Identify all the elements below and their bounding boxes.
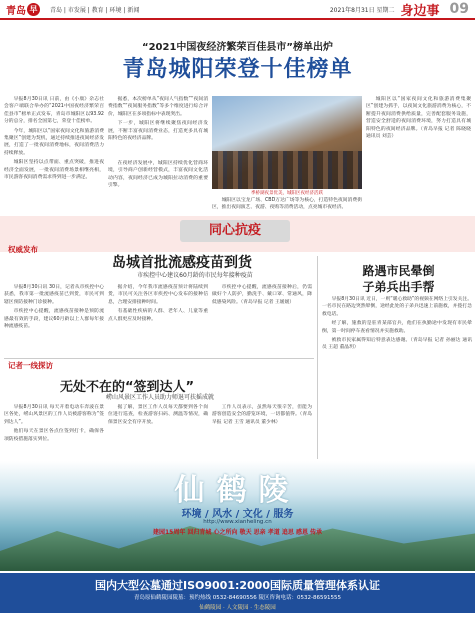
paragraph: 下一步，城阳区将继续聚焦夜间经济发展，不断丰富夜间消费业态，打造更多具有城阳特色的夜经济品牌。 (108, 121, 208, 142)
paragraph: 市疾控中心提醒，流感疫苗接种是预防流感最有效的手段，建议60月龄以上人群每年接种流感疫苗。 (4, 309, 104, 330)
section-banner (0, 216, 475, 252)
lead-column-1 (4, 96, 104, 212)
vaccine-headline: 岛城首批流感疫苗到货 (112, 255, 252, 271)
vaccine-deck: 市疾控中心建议60月龄的市民每年接种疫苗 (137, 272, 253, 279)
ad-title: 仙鹤陵 (174, 473, 301, 508)
rescue-column (322, 296, 472, 459)
paragraph: 他们每天在景区各点位签到打卡，确保各项防疫措施落实到位。 (4, 429, 104, 442)
paragraph: 有基础性疾病的人群、老年人、儿童等重点人群更应及时接种。 (108, 309, 208, 322)
rescue-headline: 路遇市民晕倒 (362, 264, 435, 278)
lead-kicker: “2021中国夜经济繁荣百佳县市”榜单出炉 (142, 42, 333, 53)
photo-caption: 季桥湖夜景优美，城阳区夜经济活跃 (251, 191, 323, 196)
lead-photo (212, 96, 362, 189)
exam-column-1 (4, 404, 104, 459)
page-number: 09 (449, 1, 469, 17)
paragraph: 城阳区坚持以点带面、重点突破，推进夜经济全面发展，一批夜间消费场景相继亮相，市民游客夜间消费需求得到进一步满足。 (4, 160, 104, 181)
iso-banner (0, 573, 475, 613)
logo-badge: 早 (27, 3, 40, 16)
exam-headline: 无处不在的“签到达人” (60, 380, 195, 395)
exam-deck: 崂山风景区工作人员助力师退可扶摇成就 (105, 394, 214, 401)
paragraph: 工作人员表示，虽然每天很辛苦，但能为游客创造安全的游览环境，一切都值得。（青岛早报 记者 王雪 通讯员 董少林） (212, 405, 312, 425)
section-label-authority: 权威发布 (8, 245, 38, 254)
crowd-illustration (212, 151, 362, 189)
iso-footer: 仙鹤陵园 · 人文陵园 · 生态陵园 (199, 605, 276, 611)
issue-date: 2021年8月31日 星期二 (329, 6, 395, 14)
paper-logo (6, 2, 40, 17)
ad-slogan: 建园15周年 回归青城 心之所向 敬天 思亲 孝道 追思 感恩 传承 (152, 529, 323, 536)
section-label-field: 记者一线探访 (8, 361, 53, 370)
cemetery-ad (0, 461, 475, 571)
ad-tagline: 环境 / 风水 / 文化 / 服务 (181, 509, 294, 520)
exam-column-2 (108, 404, 208, 459)
iso-title: 国内大型公墓通过ISO9001:2000国际质量管理体系认证 (95, 579, 380, 592)
section-nav: 青岛 | 市发展 | 教育 | 环境 | 新闻 (50, 6, 140, 14)
paragraph: 市疾控中心提醒，流感疫苗接种后，仍需做好个人防护，勤洗手、戴口罩、常通风，降低感染风险。（青岛早报 记者 王媛媛） (212, 285, 312, 305)
paragraph: 被救市民家属得知后特意表达感谢。（青岛早报 记者 孙丽达 通讯员 王超 董晶玥） (322, 338, 472, 351)
lead-column-4 (212, 197, 362, 213)
iso-contact: 青岛原仙鹤陵园陵墓：预约热线 0532-84690556 陵区咨询电话：0532-86591555 (134, 595, 341, 601)
lead-column-3 (108, 160, 208, 212)
vaccine-column-1 (4, 284, 104, 356)
paragraph: 城阳区以宝龙广场、CBD万达广场等为核心，打造特色夜间消费街区，推出夜间演艺、夜游、夜购等消费活动，点亮城市夜经济。 (212, 198, 362, 211)
paragraph: 早报8月30日讯 30日，记者从市疾控中心获悉，我市第一批流感疫苗已到货，市民可到辖区预防接种门诊接种。 (4, 285, 104, 305)
paragraph: 城阳区以“国家夜间文化和旅游消费集聚区”创建为抓手，以夜间文化旅游消费为核心，不断提升夜间消费供给质量，完善配套服务设施，营造安全舒适的夜间消费环境，努力打造具有城阳特色的夜间经济品牌。（青岛早报 记者 陈晓晓 通讯员 刘芸） (366, 97, 471, 140)
paragraph: 据悉，本次榜单从“夜间人气指数”“夜间消费指数”“夜间服务指数”等多个维度进行综合评价，城阳区在多项指标中表现突出。 (108, 97, 208, 117)
vaccine-column-3 (212, 284, 312, 356)
exam-column-3 (212, 404, 312, 459)
column-divider (317, 256, 318, 459)
section-title: 同心抗疫 (180, 220, 290, 242)
logo-text: 青岛 (6, 5, 26, 17)
lead-headline: 青岛城阳荣登十佳榜单 (122, 57, 353, 82)
ad-url: http://www.xianheling.cn (203, 519, 272, 525)
header-rule (0, 18, 475, 20)
paragraph: 据了解，景区工作人员每天都要到各个岗位进行巡查，检查游客扫码、测温等情况，确保景区安全有序开放。 (108, 405, 208, 425)
paragraph: 在夜经济发展中，城阳区持续优化营商环境，引导商户创新经营模式，丰富夜间文化活动内容，夜间经济已成为城阳拉动消费的重要引擎。 (108, 161, 208, 189)
paragraph: 今年，城阳区以“国家夜间文化和旅游消费集聚区”创建为契机，通过持续推进夜间经济发展，打造了一批夜间消费地标，夜间消费活力持续释放。 (4, 128, 104, 156)
lead-column-5 (366, 96, 471, 212)
paragraph: 早报8月30日讯 每天开着电动车奔波在景区各处，崂山风景区的工作人员被游客称为“签到达人”。 (4, 405, 104, 425)
page-header (0, 0, 475, 18)
rescue-headline-line2: 子弟兵出手帮 (362, 280, 435, 294)
paragraph: 经了解，施救的是驻青某部官兵，他们在执勤途中发现有市民晕倒，第一时间停车查看情况并实施救助。 (322, 321, 472, 334)
paragraph: 据介绍，今年我市流感疫苗预计将陆续到货，市民可关注各区市疾控中心发布的接种信息，合理安排接种时间。 (108, 285, 208, 305)
vaccine-column-2 (108, 284, 208, 356)
page-section-title: 身边事 (400, 3, 440, 19)
paragraph: 早报8月30日讯 日前，由《小康》杂志社会客户端联合举办的“2021中国夜经济繁荣百佳县市”榜单正式发布，青岛市城阳区以93.92分的总分，排名全国第七，荣登十佳榜单。 (4, 97, 104, 125)
divider (4, 358, 314, 359)
paragraph: 早报8月30日讯 近日，一则“暖心救助”的视频在网络上引发关注。一名市民在路边突然晕倒，途经此处的子弟兵迅速上前施救，并拨打急救电话。 (322, 297, 472, 317)
